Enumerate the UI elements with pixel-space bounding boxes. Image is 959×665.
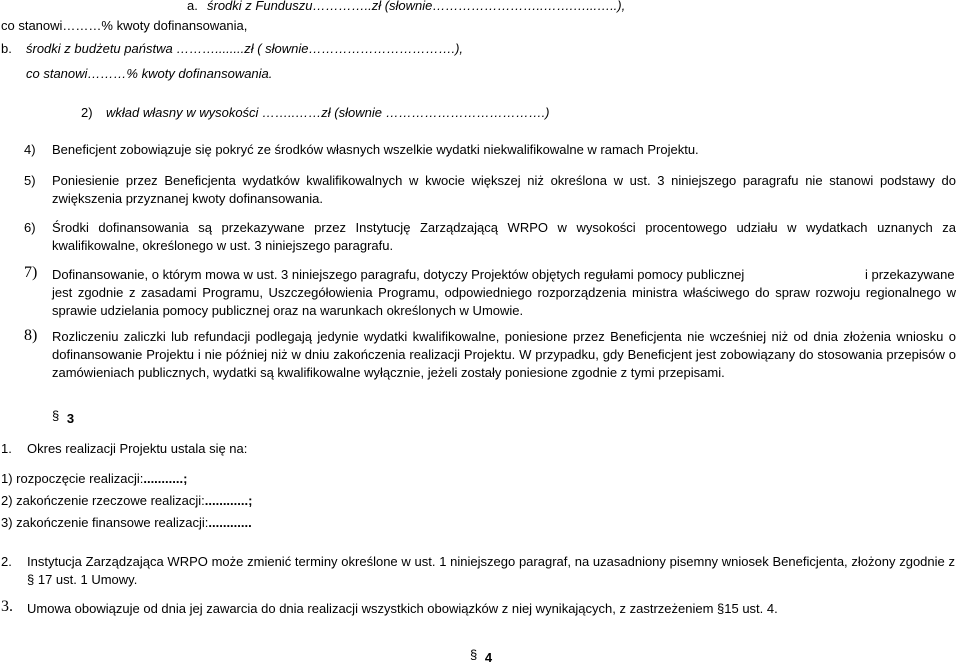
item-7-text: jest zgodnie z zasadami Programu, Uszczegółowienia Programu, odpowiedniego rozporządzenia ministra właściwego do spraw rozwoju regionalnego w sprawie udzielania pomocy publicznej oraz na warunkach określonych w Umowie. bbox=[52, 285, 956, 318]
section-number: 3 bbox=[66, 411, 75, 426]
section-4-heading bbox=[470, 646, 493, 665]
funding-line-a: środki z Funduszu…………..zł (słownie……………………..…….…...…..), bbox=[207, 0, 626, 13]
section-3-heading bbox=[52, 407, 75, 426]
funding-line-a-cont: co stanowi………% kwoty dofinansowania, bbox=[1, 18, 248, 33]
financial-end-label: 3) zakończenie finansowe realizacji: bbox=[1, 515, 209, 530]
funding-line-b: środki z budżetu państwa ………........zł ( słownie…………………………….), bbox=[26, 41, 464, 56]
item-7-line1: Dofinansowanie, o którym mowa w ust. 3 niniejszego paragrafu, dotyczy Projektów objętych regułami pomocy publicznej bbox=[52, 267, 745, 282]
para-1-text: Okres realizacji Projektu ustala się na: bbox=[27, 441, 248, 456]
item-7-number: 7) bbox=[24, 264, 38, 281]
section-symbol: § bbox=[52, 408, 60, 423]
para-3-number: 3. bbox=[1, 598, 13, 615]
section-symbol: § bbox=[470, 647, 478, 662]
section-number: 4 bbox=[484, 650, 493, 665]
list-label-b: b. bbox=[1, 41, 12, 56]
item-5-number: 5) bbox=[24, 173, 36, 188]
item-6-number: 6) bbox=[24, 220, 36, 235]
para-1-number: 1. bbox=[1, 441, 12, 456]
item-4-text: Beneficjent zobowiązuje się pokryć ze środków własnych wszelkie wydatki niekwalifikowalne w ramach Projektu. bbox=[52, 142, 699, 157]
item-5-text: Poniesienie przez Beneficjenta wydatków kwalifikowalnych w kwocie większej niż określona w ust. 3 niniejszego paragrafu nie stanowi podstawy do zwiększenia przyznanej kwoty dofinansowania. bbox=[52, 173, 956, 206]
para-2-number: 2. bbox=[1, 554, 12, 569]
physical-end-value: ............; bbox=[204, 493, 253, 508]
funding-line-b-cont: co stanowi………% kwoty dofinansowania. bbox=[26, 66, 273, 81]
start-date-row bbox=[1, 470, 187, 488]
item-2-number: 2) bbox=[81, 105, 93, 120]
item-6-text: Środki dofinansowania są przekazywane przez Instytucję Zarządzającą WRPO w wysokości procentowego udziału w wydatkach uznanych za kwalifikowalne, określonego w ust. 3 niniejszego paragrafu. bbox=[52, 220, 956, 253]
physical-end-row bbox=[1, 492, 252, 510]
item-7-line1-end: i przekazywane bbox=[865, 267, 955, 282]
para-3-text: Umowa obowiązuje od dnia jej zawarcia do dnia realizacji wszystkich obowiązków z niej wynikających, z zastrzeżeniem §15 ust. 4. bbox=[27, 601, 778, 616]
financial-end-value: ............ bbox=[208, 515, 252, 530]
item-8-number: 8) bbox=[24, 327, 38, 344]
physical-end-label: 2) zakończenie rzeczowe realizacji: bbox=[1, 493, 205, 508]
item-4-number: 4) bbox=[24, 142, 36, 157]
start-date-value: ...........; bbox=[143, 471, 188, 486]
list-label-a: a. bbox=[187, 0, 198, 13]
own-contribution-line: wkład własny w wysokości ……..……zł (słownie ……………………………….) bbox=[106, 105, 550, 120]
start-date-label: 1) rozpoczęcie realizacji: bbox=[1, 471, 144, 486]
financial-end-row bbox=[1, 514, 252, 532]
para-2-text: Instytucja Zarządzająca WRPO może zmienić terminy określone w ust. 1 niniejszego paragraf, na uzasadniony pisemny wniosek Beneficjenta, złożony zgodnie z § 17 ust. 1 Umowy. bbox=[27, 554, 955, 587]
item-8-text: Rozliczeniu zaliczki lub refundacji podlegają jedynie wydatki kwalifikowalne, poniesione przez Beneficjenta nie wcześniej niż od dnia złożenia wniosku o dofinansowanie Projektu i nie później niż w dniu zakończenia realizacji Projektu. W przypadku, gdy Beneficjent jest zobowiązany do stosowania przepisów o zamówieniach publicznych, wydatki są kwalifikowalne wyłącznie, jeżeli zostały poniesione zgodnie z tymi przepisami. bbox=[52, 329, 956, 380]
